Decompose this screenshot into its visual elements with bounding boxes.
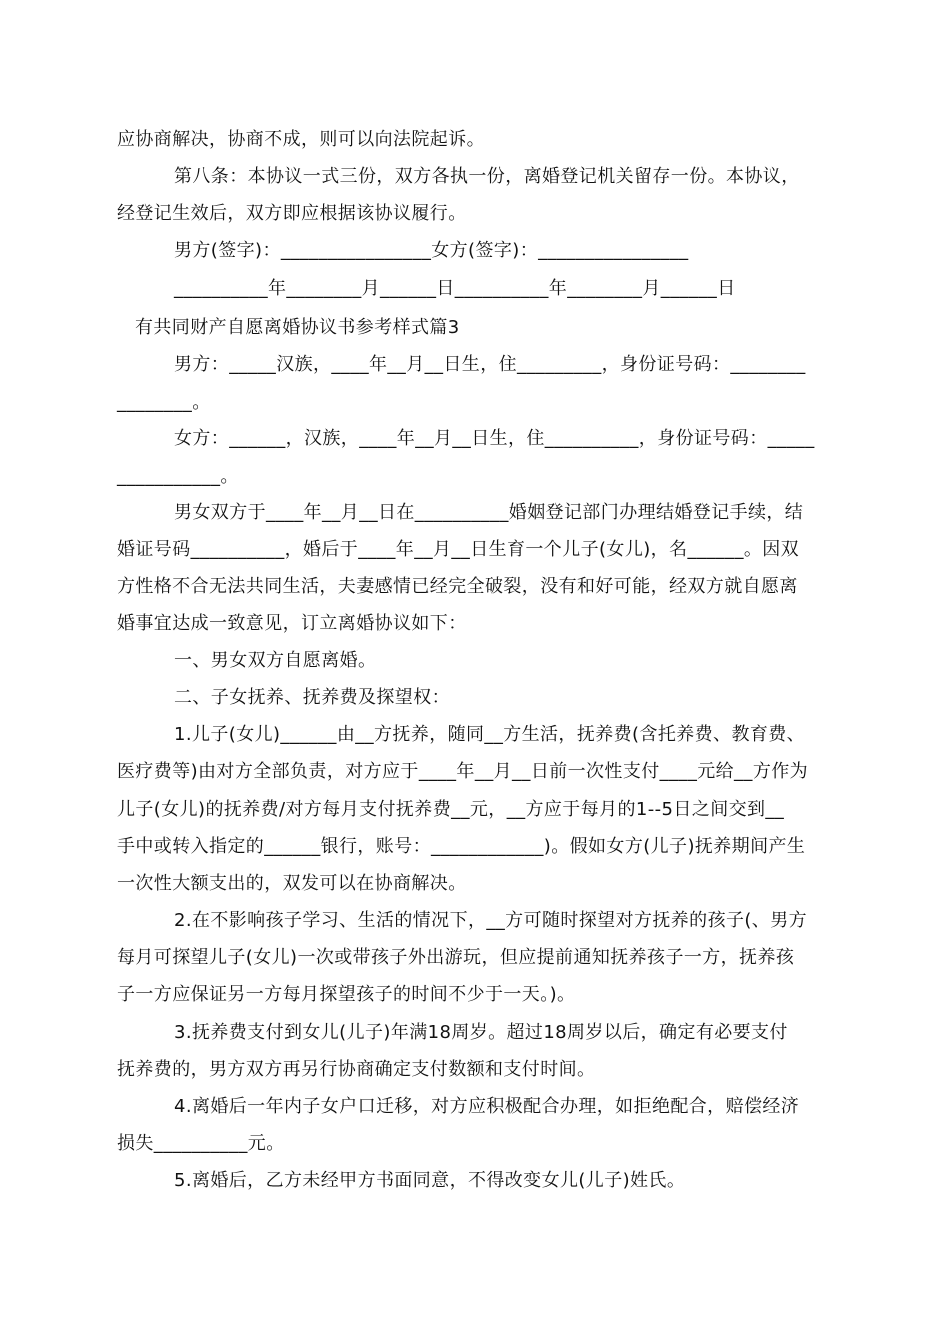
text-line: 经登记生效后，双方即应根据该协议履行。 bbox=[117, 203, 467, 224]
text-line: ___________。 bbox=[117, 466, 239, 487]
text-line: 5.离婚后，乙方未经甲方书面同意，不得改变女儿(儿子)姓氏。 bbox=[174, 1170, 686, 1191]
text-line: 医疗费等)由对方全部负责，对方应于____年__月__日前一次性支付____元给__方作为 bbox=[117, 761, 809, 782]
text-line: 抚养费的，男方双方再另行协商确定支付数额和支付时间。 bbox=[117, 1059, 596, 1080]
text-line: 3.抚养费支付到女儿(儿子)年满18周岁。超过18周岁以后，确定有必要支付 bbox=[174, 1022, 788, 1043]
text-line: 每月可探望儿子(女儿)一次或带孩子外出游玩，但应提前通知抚养孩子一方，抚养孩 bbox=[117, 947, 795, 968]
text-line: 4.离婚后一年内子女户口迁移，对方应积极配合办理，如拒绝配合，赔偿经济 bbox=[174, 1096, 800, 1117]
text-line: 损失__________元。 bbox=[117, 1133, 285, 1154]
date-line: __________年________月______日__________年________月______日 bbox=[174, 278, 736, 299]
text-line: 应协商解决，协商不成，则可以向法院起诉。 bbox=[117, 129, 485, 150]
text-line: 2.在不影响孩子学习、生活的情况下，__方可随时探望对方抚养的孩子(、男方 bbox=[174, 910, 807, 931]
text-line: 二、子女抚养、抚养费及探望权： bbox=[174, 687, 450, 708]
text-line: 手中或转入指定的______银行，账号：____________)。假如女方(儿子)抚养期间产生 bbox=[117, 836, 806, 857]
text-line: 1.儿子(女儿)______由__方抚养，随同__方生活，抚养费(含托养费、教育费、 bbox=[174, 724, 806, 745]
text-line: 子一方应保证另一方每月探望孩子的时间不少于一天。)。 bbox=[117, 984, 576, 1005]
text-line: 方性格不合无法共同生活，夫妻感情已经完全破裂，没有和好可能，经双方就自愿离 bbox=[117, 576, 798, 597]
text-line: 一次性大额支出的，双发可以在协商解决。 bbox=[117, 873, 467, 894]
section-title: 有共同财产自愿离婚协议书参考样式篇3 bbox=[135, 317, 460, 338]
text-line: ________。 bbox=[117, 392, 211, 413]
text-line: 女方：______，汉族，____年__月__日生，住__________，身份证号码：_____ bbox=[174, 428, 815, 449]
text-line: 一、男女双方自愿离婚。 bbox=[174, 650, 377, 671]
text-line: 婚事宜达成一致意见，订立离婚协议如下： bbox=[117, 613, 467, 634]
text-line: 第八条：本协议一式三份，双方各执一份，离婚登记机关留存一份。本协议， bbox=[174, 166, 800, 187]
text-line: 男方：_____汉族，____年__月__日生，住_________，身份证号码：________ bbox=[174, 354, 806, 375]
text-line: 儿子(女儿)的抚养费/对方每月支付抚养费__元，__方应于每月的1--5日之间交到__ bbox=[117, 799, 785, 820]
text-line: 男女双方于____年__月__日在__________婚姻登记部门办理结婚登记手续，结 bbox=[174, 502, 804, 523]
text-line: 婚证号码__________，婚后于____年__月__日生育一个儿子(女儿)，名______。因双 bbox=[117, 539, 800, 560]
signature-line: 男方(签字)：________________女方(签字)：________________ bbox=[174, 240, 689, 261]
